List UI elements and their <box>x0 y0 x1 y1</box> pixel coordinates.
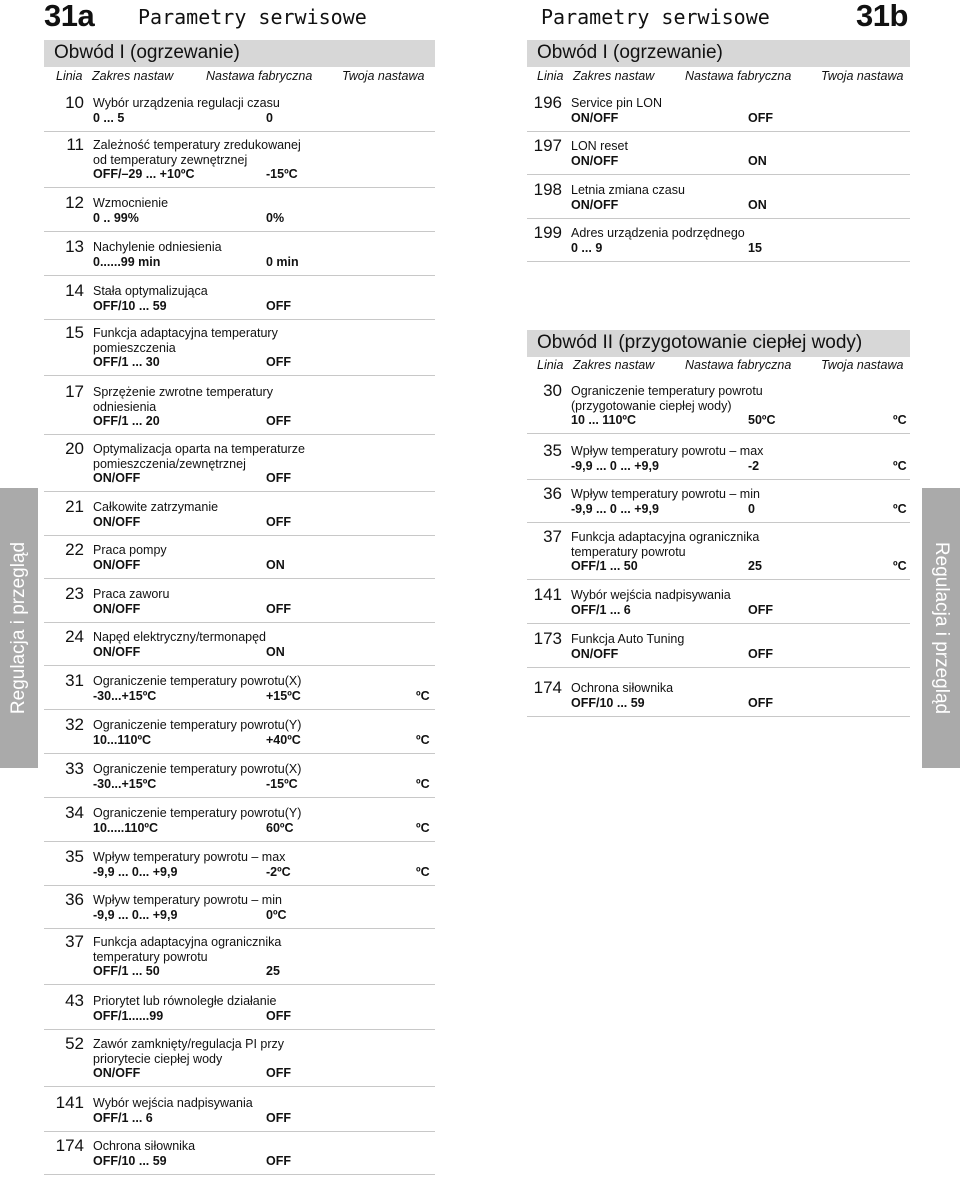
row-divider <box>44 665 435 666</box>
param-factory-value: 0 <box>266 110 273 125</box>
param-user-unit: ºC <box>893 559 907 573</box>
param-line-number: 35 <box>543 441 562 460</box>
param-range: OFF/10 ... 59 <box>93 298 167 313</box>
param-range: ON/OFF <box>571 646 619 661</box>
param-label-line: Wpływ temperatury powrotu – min <box>93 893 282 907</box>
param-label-line: pomieszczenia <box>93 340 176 355</box>
param-line-number: 36 <box>543 484 562 503</box>
row-divider <box>44 319 435 320</box>
param-user-unit: ºC <box>893 413 907 427</box>
param-range: ON/OFF <box>93 1066 141 1080</box>
param-factory-value: OFF <box>266 298 291 313</box>
param-factory-value: 0% <box>266 210 285 225</box>
param-label-line: Praca pompy <box>93 543 167 557</box>
param-line-number: 10 <box>65 93 84 112</box>
param-range: -30...+15ºC <box>93 688 157 703</box>
param-label <box>571 183 685 198</box>
col-header-line: Linia <box>537 69 564 83</box>
col-header-yours: Twoja nastawa <box>821 69 904 83</box>
param-label-line: Funkcja adaptacyjna temperatury <box>93 326 278 340</box>
row-divider <box>44 375 435 376</box>
param-factory-value: 15 <box>748 240 762 255</box>
param-label <box>93 893 282 908</box>
param-label-line: Napęd elektryczny/termonapęd <box>93 630 267 644</box>
param-range: OFF/1 ... 20 <box>93 414 160 428</box>
param-label-line: Funkcja adaptacyjna ogranicznika <box>93 935 282 949</box>
param-range: OFF/1 ... 30 <box>93 355 160 369</box>
param-factory-value: 50ºC <box>748 413 776 427</box>
param-line-number: 15 <box>65 323 84 342</box>
param-label <box>93 587 169 602</box>
param-range: OFF/1......99 <box>93 1008 164 1023</box>
param-range: OFF/1 ... 50 <box>93 964 160 978</box>
param-label <box>93 385 273 414</box>
param-label <box>571 530 759 559</box>
column-headers-right-1 <box>527 69 910 85</box>
param-factory-value: OFF <box>266 601 291 616</box>
param-line-number: 36 <box>65 890 84 909</box>
row-divider <box>527 174 910 175</box>
param-label-line: Ochrona siłownika <box>93 1139 196 1153</box>
param-line-number: 20 <box>65 439 84 458</box>
param-label-line: Ograniczenie temperatury powrotu(X) <box>93 762 302 776</box>
param-line-number: 21 <box>65 497 84 516</box>
param-label-line: od temperatury zewnętrznej <box>93 152 248 167</box>
param-factory-value: OFF <box>266 471 291 485</box>
page-heading-left: Parametry serwisowe <box>138 5 367 29</box>
param-label-line: Stała optymalizująca <box>93 284 208 298</box>
row-divider <box>527 479 910 480</box>
col-header-range: Zakres nastaw <box>573 69 655 83</box>
row-divider <box>44 1086 435 1087</box>
param-label <box>93 674 301 689</box>
param-range: 10 ... 110ºC <box>571 413 637 427</box>
section-title-left: Obwód I (ogrzewanie) <box>44 40 435 67</box>
param-label-line: Ograniczenie temperatury powrotu <box>571 384 763 398</box>
param-range: -9,9 ... 0 ... +9,9 <box>571 458 659 473</box>
param-range: ON/OFF <box>93 557 141 572</box>
param-line-number: 196 <box>533 93 562 112</box>
param-range: OFF/1 ... 6 <box>571 602 631 617</box>
row-divider <box>44 275 435 276</box>
row-divider <box>44 434 435 435</box>
param-user-unit: ºC <box>416 864 430 879</box>
param-factory-value: +40ºC <box>266 732 301 747</box>
param-line-number: 12 <box>65 193 84 212</box>
param-line-number: 23 <box>65 584 84 603</box>
param-factory-value: -2 <box>748 458 760 473</box>
param-line-number: 24 <box>65 627 84 646</box>
row-divider <box>527 522 910 523</box>
param-line-number: 30 <box>543 381 562 400</box>
param-range: 0 .. 99% <box>93 210 139 225</box>
param-factory-value: 25 <box>748 559 762 573</box>
param-label <box>93 500 218 515</box>
row-divider <box>44 984 435 985</box>
param-range: ON/OFF <box>571 110 619 125</box>
param-line-number: 31 <box>65 671 84 690</box>
param-label-line: Adres urządzenia podrzędnego <box>571 226 745 240</box>
param-label <box>93 762 301 777</box>
param-label <box>93 1139 195 1154</box>
param-label-line: Wzmocnienie <box>93 196 169 210</box>
param-range: ON/OFF <box>93 644 141 659</box>
page-number-left: 31a <box>44 0 95 33</box>
param-user-unit: ºC <box>416 820 430 835</box>
col-header-factory: Nastawa fabryczna <box>206 69 313 83</box>
param-line-number: 14 <box>65 281 84 300</box>
param-factory-value: 0ºC <box>266 907 287 922</box>
param-label-line: Funkcja Auto Tuning <box>571 632 685 646</box>
param-label-line: (przygotowanie ciepłej wody) <box>571 398 732 413</box>
row-divider <box>44 709 435 710</box>
param-label <box>571 96 662 111</box>
side-tab-right <box>922 488 960 768</box>
param-line-number: 43 <box>65 991 84 1010</box>
param-factory-value: OFF <box>266 1110 291 1125</box>
param-range: 10...110ºC <box>93 732 152 747</box>
param-range: ON/OFF <box>571 153 619 168</box>
param-range: 0......99 min <box>93 254 161 269</box>
param-label <box>93 630 266 645</box>
param-factory-value: 0 <box>748 501 755 516</box>
param-range: 0 ... 5 <box>93 110 125 125</box>
param-factory-value: OFF <box>266 355 291 369</box>
param-line-number: 197 <box>533 136 562 155</box>
param-range: -30...+15ºC <box>93 776 157 791</box>
param-range: OFF/1 ... 50 <box>571 559 638 573</box>
param-label <box>571 444 763 459</box>
param-line-number: 141 <box>533 585 562 604</box>
row-divider <box>44 1174 435 1175</box>
param-range: -9,9 ... 0... +9,9 <box>93 907 178 922</box>
param-factory-value: ON <box>748 197 767 212</box>
row-divider <box>44 187 435 188</box>
col-header-factory: Nastawa fabryczna <box>685 69 792 83</box>
param-factory-value: OFF <box>266 514 291 529</box>
param-label-line: Wpływ temperatury powrotu – min <box>571 487 760 501</box>
param-factory-value: +15ºC <box>266 688 301 703</box>
param-label <box>93 196 168 211</box>
param-line-number: 173 <box>533 629 562 648</box>
row-divider <box>44 753 435 754</box>
row-divider <box>527 579 910 580</box>
param-factory-value: OFF <box>748 695 773 710</box>
param-label <box>93 718 301 733</box>
param-line-number: 198 <box>533 180 562 199</box>
param-range: -9,9 ... 0... +9,9 <box>93 864 178 879</box>
param-label <box>93 850 285 865</box>
param-factory-value: -15ºC <box>266 167 298 181</box>
param-factory-value: 0 min <box>266 254 299 269</box>
param-range: OFF/10 ... 59 <box>93 1153 167 1168</box>
row-divider <box>44 578 435 579</box>
row-divider <box>44 1131 435 1132</box>
param-range: ON/OFF <box>571 197 619 212</box>
row-divider <box>527 623 910 624</box>
param-label <box>571 139 628 154</box>
param-range: ON/OFF <box>93 471 141 485</box>
param-label <box>93 96 280 111</box>
param-label-line: Nachylenie odniesienia <box>93 240 222 254</box>
param-line-number: 11 <box>66 135 84 154</box>
row-divider <box>527 131 910 132</box>
param-label-line: Priorytet lub równoległe działanie <box>93 994 277 1008</box>
row-divider <box>527 261 910 262</box>
param-label-line: Zawór zamknięty/regulacja PI przy <box>93 1037 285 1051</box>
param-line-number: 37 <box>65 932 84 951</box>
col-header-yours: Twoja nastawa <box>342 69 425 83</box>
row-divider <box>527 667 910 668</box>
param-label-line: LON reset <box>571 139 628 153</box>
param-label-line: Letnia zmiana czasu <box>571 183 685 197</box>
param-range: 0 ... 9 <box>571 240 603 255</box>
column-headers-left <box>44 69 435 85</box>
col-header-line: Linia <box>56 69 83 83</box>
param-label <box>93 138 301 167</box>
param-factory-value: -15ºC <box>266 776 298 791</box>
param-label <box>93 326 278 355</box>
param-label-line: Optymalizacja oparta na temperaturze <box>93 442 305 456</box>
param-label <box>93 543 167 558</box>
param-label-line: temperatury powrotu <box>93 949 208 964</box>
param-range: 10.....110ºC <box>93 820 159 835</box>
side-tab-left <box>0 488 38 768</box>
param-factory-value: OFF <box>266 1008 291 1023</box>
param-label-line: Ochrona siłownika <box>571 681 674 695</box>
param-user-unit: ºC <box>416 688 430 703</box>
param-range: OFF/–29 ... +10ºC <box>93 167 195 181</box>
row-divider <box>527 716 910 717</box>
row-divider <box>44 231 435 232</box>
col-header-range: Zakres nastaw <box>573 358 655 372</box>
param-factory-value: OFF <box>748 646 773 661</box>
param-label-line: Ograniczenie temperatury powrotu(X) <box>93 674 302 688</box>
param-range: ON/OFF <box>93 514 141 529</box>
param-label <box>93 935 281 964</box>
page-heading-right: Parametry serwisowe <box>541 5 770 29</box>
param-range: -9,9 ... 0 ... +9,9 <box>571 501 659 516</box>
param-label <box>93 806 301 821</box>
row-divider <box>44 1029 435 1030</box>
param-label <box>571 632 684 647</box>
param-user-unit: ºC <box>893 458 907 473</box>
param-range: ON/OFF <box>93 601 141 616</box>
param-factory-value: OFF <box>748 602 773 617</box>
param-range: OFF/10 ... 59 <box>571 695 645 710</box>
param-label <box>93 994 276 1009</box>
param-line-number: 52 <box>65 1034 84 1053</box>
col-header-range: Zakres nastaw <box>92 69 174 83</box>
param-label-line: Wybór urządzenia regulacji czasu <box>93 96 280 110</box>
param-label-line: Funkcja adaptacyjna ogranicznika <box>571 530 760 544</box>
param-line-number: 37 <box>543 527 562 546</box>
param-line-number: 32 <box>65 715 84 734</box>
param-line-number: 17 <box>65 382 84 401</box>
param-label-line: Wpływ temperatury powrotu – max <box>571 444 764 458</box>
side-tab-left-label: Regulacja i przegląd <box>8 541 29 715</box>
param-factory-value: ON <box>266 557 285 572</box>
row-divider <box>527 433 910 434</box>
param-factory-value: OFF <box>266 1153 291 1168</box>
row-divider <box>44 622 435 623</box>
param-label-line: priorytecie ciepłej wody <box>93 1051 223 1066</box>
param-label-line: Service pin LON <box>571 96 663 110</box>
row-divider <box>44 491 435 492</box>
param-line-number: 22 <box>65 540 84 559</box>
row-divider <box>44 885 435 886</box>
page-number-right: 31b <box>856 0 908 33</box>
param-label <box>93 1096 253 1111</box>
param-factory-value: 60ºC <box>266 820 294 835</box>
param-line-number: 34 <box>65 803 84 822</box>
section-title-right-2: Obwód II (przygotowanie ciepłej wody) <box>527 330 910 357</box>
param-line-number: 174 <box>55 1136 84 1155</box>
param-factory-value: OFF <box>748 110 773 125</box>
param-label <box>571 588 731 603</box>
param-label <box>571 384 763 413</box>
row-divider <box>44 535 435 536</box>
param-label-line: Wpływ temperatury powrotu – max <box>93 850 286 864</box>
param-line-number: 13 <box>65 237 84 256</box>
param-label-line: Całkowite zatrzymanie <box>93 500 219 514</box>
param-factory-value: OFF <box>266 414 291 428</box>
param-label-line: odniesienia <box>93 399 157 414</box>
param-label-line: pomieszczenia/zewnętrznej <box>93 456 246 471</box>
param-label-line: Praca zaworu <box>93 587 170 601</box>
row-divider <box>44 928 435 929</box>
section-title-right-1: Obwód I (ogrzewanie) <box>527 40 910 67</box>
param-label-line: Wybór wejścia nadpisywania <box>571 588 731 602</box>
side-tab-right-label: Regulacja i przegląd <box>931 541 952 715</box>
param-label-line: Ograniczenie temperatury powrotu(Y) <box>93 806 302 820</box>
param-label-line: Wybór wejścia nadpisywania <box>93 1096 253 1110</box>
param-factory-value: 25 <box>266 964 280 978</box>
param-line-number: 33 <box>65 759 84 778</box>
param-label-line: Sprzężenie zwrotne temperatury <box>93 385 273 399</box>
param-line-number: 141 <box>55 1093 84 1112</box>
param-label <box>93 240 222 255</box>
param-user-unit: ºC <box>416 732 430 747</box>
row-divider <box>44 797 435 798</box>
param-label <box>93 442 305 471</box>
param-factory-value: ON <box>266 644 285 659</box>
row-divider <box>527 218 910 219</box>
row-divider <box>44 841 435 842</box>
param-label-line: temperatury powrotu <box>571 544 686 559</box>
param-factory-value: -2ºC <box>266 864 291 879</box>
col-header-yours: Twoja nastawa <box>821 358 904 372</box>
col-header-line: Linia <box>537 358 564 372</box>
param-label <box>93 284 208 299</box>
param-line-number: 174 <box>533 678 562 697</box>
row-divider <box>44 131 435 132</box>
param-factory-value: ON <box>748 153 767 168</box>
param-line-number: 199 <box>533 223 562 242</box>
param-label <box>571 487 760 502</box>
param-line-number: 35 <box>65 847 84 866</box>
param-label-line: Ograniczenie temperatury powrotu(Y) <box>93 718 302 732</box>
param-range: OFF/1 ... 6 <box>93 1110 153 1125</box>
param-label <box>571 681 673 696</box>
param-user-unit: ºC <box>416 776 430 791</box>
param-label <box>571 226 745 241</box>
param-user-unit: ºC <box>893 501 907 516</box>
param-factory-value: OFF <box>266 1066 291 1080</box>
param-label-line: Zależność temperatury zredukowanej <box>93 138 301 152</box>
column-headers-right-2 <box>527 358 910 374</box>
param-label <box>93 1037 284 1066</box>
col-header-factory: Nastawa fabryczna <box>685 358 792 372</box>
